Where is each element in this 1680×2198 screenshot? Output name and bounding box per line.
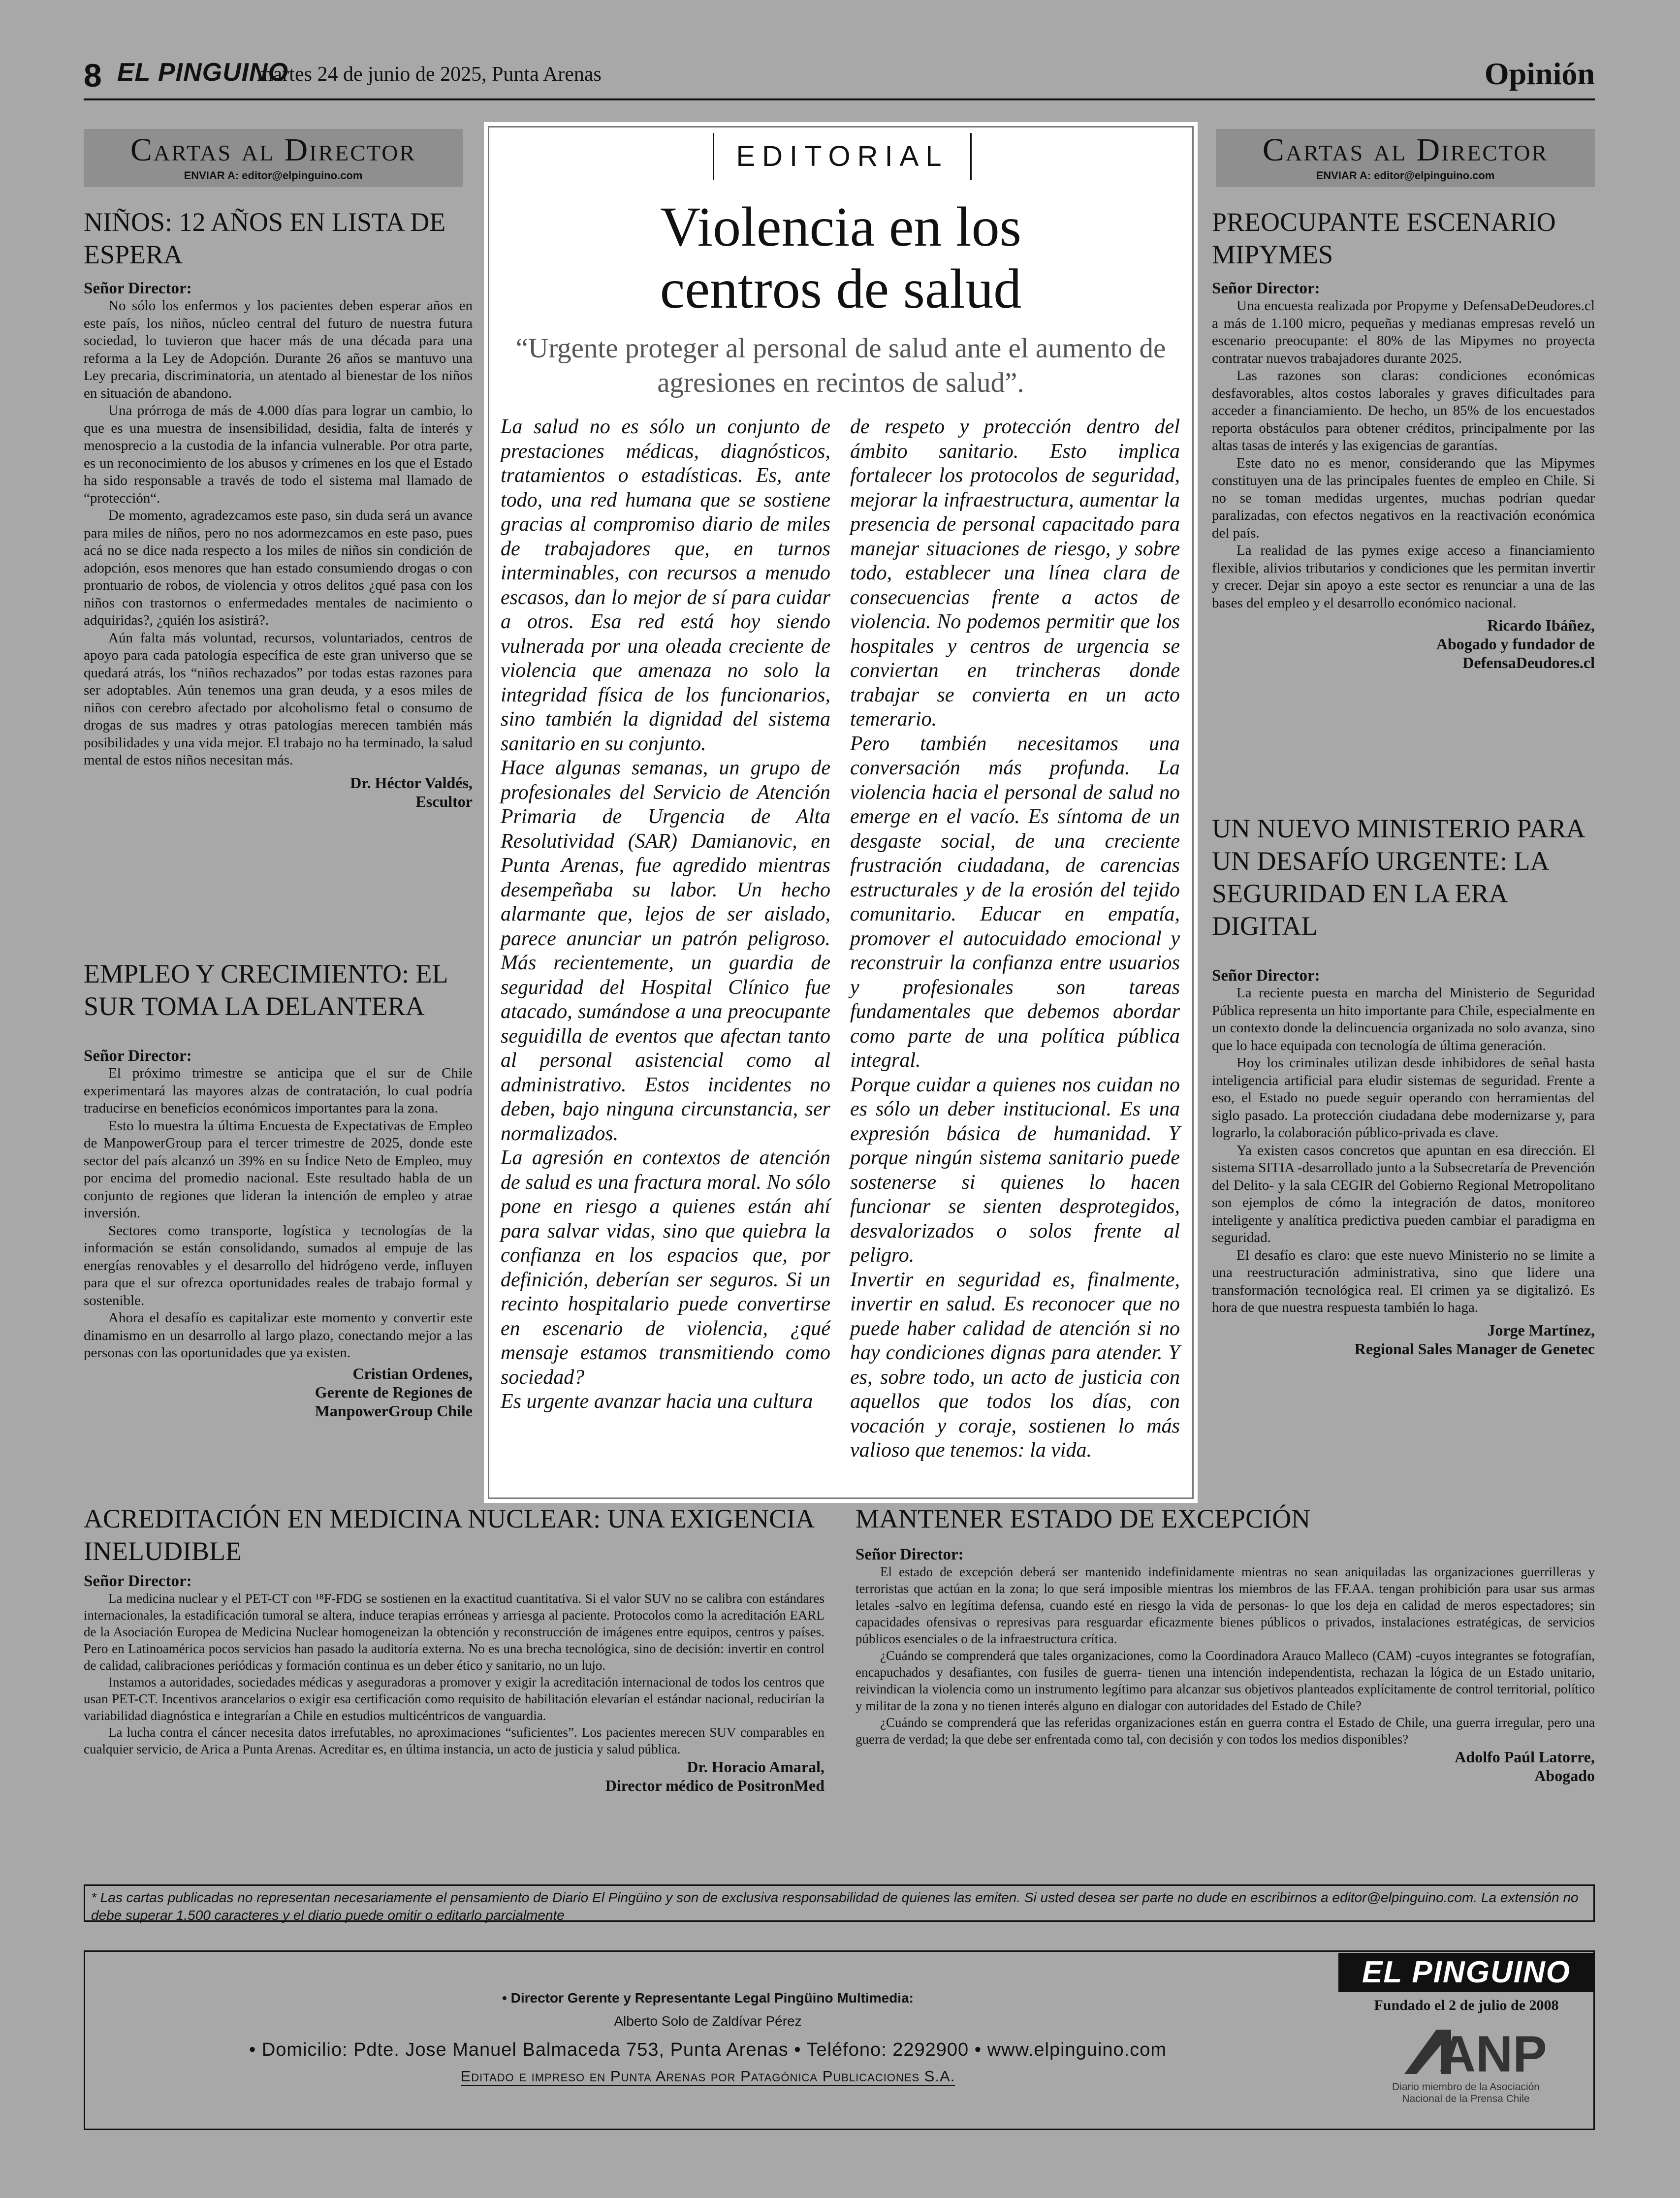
cartas-email[interactable]: ENVIAR A: editor@elpinguino.com xyxy=(1316,169,1495,182)
letter-ninos xyxy=(84,206,473,811)
editorial-title-line: centros de salud xyxy=(660,257,1022,320)
letter-body xyxy=(1212,297,1595,612)
editorial-paragraph: Pero también necesitamos una conversación más profunda. La violencia hacia el personal de salud no emerge en el vacío. Es síntoma de un desgaste social, de una creciente frustración ciudadana, de carencias estructurales y de la erosión del tejido comunitario. Educar en empatía, promover el autocuidado emocional y reconstruir la confianza entre usuarios y profesionales son tareas fundamentales que debemos abordar como parte de una política pública integral. xyxy=(850,732,1180,1072)
letter-body xyxy=(84,297,473,769)
letter-mipymes xyxy=(1212,206,1595,672)
letter-body xyxy=(856,1563,1595,1748)
letter-headline: UN NUEVO MINISTERIO PARA UN DESAFÍO URGENTE: LA SEGURIDAD EN LA ERA DIGITAL xyxy=(1212,814,1584,941)
letter-ministerio xyxy=(1212,812,1595,1358)
contact-line[interactable]: • Domicilio: Pdte. Jose Manuel Balmaceda 753, Punta Arenas • Teléfono: 2292900 • www.elpinguino.com xyxy=(249,2039,1167,2060)
letter-body xyxy=(84,1590,824,1757)
printed-by-text: Editado e impreso en Punta Arenas por Patagónica Publicaciones S.A. xyxy=(460,2068,955,2085)
anp-logo-text: ANP xyxy=(1439,2026,1547,2079)
signature-line: Gerente de Regiones de xyxy=(315,1383,473,1401)
letter-signature xyxy=(84,773,473,811)
anp-logo xyxy=(1365,2025,1567,2118)
letter-paragraph: Hoy los criminales utilizan desde inhibidores de señal hasta inteligencia artificial para eludir sistemas de seguridad. Frente a eso, el Estado no puede seguir operando con herramientas del siglo pasado. La protección ciudadana debe modernizarse y, para lograrlo, la colaboración público-privada es clave. xyxy=(1212,1055,1595,1141)
anp-caption-line: Nacional de la Prensa Chile xyxy=(1402,2093,1530,2104)
letter-headline: MANTENER ESTADO DE EXCEPCIÓN xyxy=(856,1504,1311,1533)
editorial-paragraph: Invertir en seguridad es, finalmente, invertir en salud. Es reconocer que no puede haber calidad de atención si no hay condiciones dignas para atender. Y es, sobre todo, un acto de justicia con aquellos que todos los días, con vocación y coraje, sostienen lo más valioso que tenemos: la vida. xyxy=(850,1268,1180,1462)
director-label: • Director Gerente y Representante Legal Pingüino Multimedia: xyxy=(502,1990,914,2006)
editorial-paragraph: Hace algunas semanas, un grupo de profesionales del Servicio de Atención Primaria de Urgencia de Alta Resolutividad (SAR) Damianovic, en Punta Arenas, fue agredido mientras desempeñaba su labor. Un hecho alarmante que, lejos de ser aislado, parece anunciar un patrón peligroso. Más recientemente, un guardia de seguridad del Hospital Clínico fue atacado, sumándose a una preocupante seguidilla de eventos que afectan tanto al personal asistencial como al administrativo. Estos incidentes no deben, bajo ninguna circunstancia, ser normalizados. xyxy=(501,757,830,1145)
letter-headline: NIÑOS: 12 AÑOS EN LISTA DE ESPERA xyxy=(84,207,446,269)
cartas-header-left xyxy=(84,129,463,187)
signature-line: Director médico de PositronMed xyxy=(605,1777,824,1794)
letter-paragraph: La reciente puesta en marcha del Ministerio de Seguridad Pública representa un hito importante para Chile, especialmente en un contexto donde la delincuencia organizada no solo avanza, sino que lo hace equipada con tecnología de última generación. xyxy=(1212,985,1595,1053)
signature-line: Regional Sales Manager de Genetec xyxy=(1354,1339,1595,1358)
letter-salute: Señor Director: xyxy=(856,1546,964,1563)
signature-line: ManpowerGroup Chile xyxy=(315,1402,473,1420)
letter-salute: Señor Director: xyxy=(84,1572,192,1590)
letter-salute: Señor Director: xyxy=(84,1047,192,1065)
letter-headline: ACREDITACIÓN EN MEDICINA NUCLEAR: UNA EXIGENCIA INELUDIBLE xyxy=(84,1504,814,1566)
anp-caption xyxy=(1365,2081,1567,2105)
paper-logo-small: EL PINGUINO xyxy=(117,58,289,87)
dateline: martes 24 de junio de 2025, Punta Arenas xyxy=(257,63,602,86)
letter-paragraph: No sólo los enfermos y los pacientes deben esperar años en este país, los niños, núcleo central del futuro de nuestra futura sociedad, lo tuvieron que hacer más de una década para una reforma a la Ley de Adopción. Durante 26 años se mantuvo una Ley precaria, discriminatoria, un atentado al bienestar de los niños en situación de abandono. xyxy=(84,298,473,401)
cartas-header-right xyxy=(1216,129,1595,187)
signature-line: Ricardo Ibáñez, xyxy=(1487,616,1595,634)
letter-body xyxy=(1212,985,1595,1317)
page-header xyxy=(84,56,1595,97)
signature-line: Dr. Horacio Amaral, xyxy=(687,1758,824,1776)
letter-paragraph: Aún falta más voluntad, recursos, voluntariados, centros de apoyo para cada patología específica de este gran universo que se quedará atrás, los “niños rechazados” por todas estas razones para ser adoptables. Aún tenemos una gran deuda, y a esos miles de niños con cerebro afectado por alcoholismo fetal o consumo de drogas de sus madres y otras patologías merecen también más posibilidades y una vida mejor. El trabajo no ha terminado, la salud mental de estos niños necesitan más. xyxy=(84,630,473,768)
founded-date: Fundado el 2 de julio de 2008 xyxy=(1374,1997,1559,2013)
letter-paragraph: Instamos a autoridades, sociedades médicas y aseguradoras a promover y exigir la acreditación internacional de todos los centros que usan PET-CT. Incentivos arancelarios o exigir esa certificación como requisito de habilitación elevarían el estándar nacional, reducirían la variabilidad diagnóstica e integrarían a Chile en estudios multicéntricos de vanguardia. xyxy=(84,1675,824,1723)
director-name: Alberto Solo de Zaldívar Pérez xyxy=(614,2013,802,2029)
editorial-box xyxy=(484,122,1198,1503)
cartas-email[interactable]: ENVIAR A: editor@elpinguino.com xyxy=(184,169,363,182)
letter-paragraph: La realidad de las pymes exige acceso a financiamiento flexible, alivios tributarios y condiciones que les permitan invertir y crecer. Dejar sin apoyo a este sector es renunciar a una de las bases del empleo y el desarrollo económico nacional. xyxy=(1212,542,1595,611)
letter-signature xyxy=(856,1748,1595,1785)
signature-line: Adolfo Paúl Latorre, xyxy=(1455,1748,1595,1766)
cartas-title: Cartas al Director xyxy=(1262,132,1549,168)
paper-logo: EL PINGUINO xyxy=(1338,1953,1594,1992)
editorial-paragraph: Es urgente avanzar hacia una cultura xyxy=(501,1390,813,1413)
editorial-title-line: Violencia en los xyxy=(660,195,1021,258)
letter-signature xyxy=(84,1364,473,1420)
letter-paragraph: Una prórroga de más de 4.000 días para lograr un cambio, lo que es una muestra de insensibilidad, desidia, falta de interés y menosprecio a la custodia de la infancia vulnerable. Por otra parte, es un reconocimiento de los abusos y crímenes en los que el Estado ha sido responsable a través de todo el sistema mal llamado de “protección“. xyxy=(84,403,473,506)
signature-line: Abogado y fundador de xyxy=(1436,635,1595,653)
letter-paragraph: Este dato no es menor, considerando que las Mipymes constituyen una de las principales fuentes de empleo en Chile. Si no se toman medidas urgentes, muchas podrían quedar paralizadas, con efectos negativos en la reactivación económica del país. xyxy=(1212,455,1595,541)
letter-paragraph: ¿Cuándo se comprenderá que las referidas organizaciones están en guerra contra el Estado de Chile, una guerra irregular, pero una guerra de verdad; la que debe ser enfrentada como tal, con decisión y con todos los medios disponibles? xyxy=(856,1715,1595,1747)
editorial-title xyxy=(484,196,1198,320)
letter-empleo xyxy=(84,957,473,1420)
editorial-paragraph: La agresión en contextos de atención de salud es una fractura moral. No sólo pone en riesgo a quienes están ahí para salvar vidas, sino que quiebra la confianza en los espacios que, por definición, deberían ser seguros. Si un recinto hospitalario puede convertirse en escenario de violencia, ¿qué mensaje estamos transmitiendo como sociedad? xyxy=(501,1147,830,1389)
letter-paragraph: Sectores como transporte, logística y tecnologías de la información se están consolidando, sumados al empuje de las energías renovables y el desarrollo del hidrógeno verde, influyen para que el sur ofrezca oportunidades reales de trabajo formal y sostenible. xyxy=(84,1222,473,1308)
letter-paragraph: Una encuesta realizada por Propyme y DefensaDeDeudores.cl a más de 1.100 micro, pequeñas y medianas empresas reveló un escenario preocupante: el 80% de las Mipymes no proyecta contratar nuevos trabajadores durante 2025. xyxy=(1212,298,1595,366)
signature-line: Abogado xyxy=(1534,1767,1595,1784)
header-rule xyxy=(84,98,1595,100)
letter-paragraph: Las razones son claras: condiciones económicas desfavorables, altos costos laborales y graves dificultades para acceder a financiamiento. De hecho, un 85% de los encuestados reporta obstáculos para obtener créditos, principalmente por las altas tasas de interés y las exigencias de garantías. xyxy=(1212,368,1595,453)
letter-paragraph: El desafío es claro: que este nuevo Ministerio no se limite a una reestructuración administrativa, sino que lidere una transformación tecnológica real. El crimen ya se digitalizó. Es hora de que nuestra respuesta también lo haga. xyxy=(1212,1247,1595,1315)
letter-headline: PREOCUPANTE ESCENARIO MIPYMES xyxy=(1212,207,1556,269)
cartas-title: Cartas al Director xyxy=(130,132,416,168)
letter-paragraph: Ahora el desafío es capitalizar este momento y convertir este dinamismo en un desarrollo al largo plazo, conectando mejor a las personas con las oportunidades que ya existen. xyxy=(84,1310,473,1361)
editorial-paragraph: de respeto y protección dentro del ámbito sanitario. Esto implica fortalecer los protocolos de seguridad, mejorar la infraestructura, aumentar la presencia de personal capacitado para manejar situaciones de riesgo, y sobre todo, establecer una línea clara de consecuencias frente a actos de violencia. No podemos permitir que los hospitales y centros de urgencia se conviertan en trincheras donde trabajar se convierta en un acto temerario. xyxy=(850,415,1180,731)
editorial-label: EDITORIAL xyxy=(713,133,972,180)
editorial-paragraph: Porque cuidar a quienes nos cuidan no es sólo un deber institucional. Es una expresión básica de humanidad. Y porque ningún sistema sanitario puede sostenerse si quienes lo hacen funcionar se sienten desprotegidos, desvalorizados o solos frente al peligro. xyxy=(850,1073,1180,1267)
editorial-subtitle: “Urgente proteger al personal de salud ante el aumento de agresiones en recintos de salud”. xyxy=(515,333,1166,398)
signature-line: Cristian Ordenes, xyxy=(352,1364,473,1382)
letter-paragraph: La lucha contra el cáncer necesita datos irrefutables, no aproximaciones “suficientes”. Los pacientes merecen SUV comparables en cualquier servicio, de Arica a Punta Arenas. Acreditar es, en última instancia, un acto de justicia y salud pública. xyxy=(84,1725,824,1756)
letter-headline: EMPLEO Y CRECIMIENTO: EL SUR TOMA LA DELANTERA xyxy=(84,959,447,1021)
anp-caption-line: Diario miembro de la Asociación xyxy=(1392,2081,1540,2093)
editorial-column-2 xyxy=(850,415,1180,1463)
letter-salute: Señor Director: xyxy=(1212,967,1320,985)
letter-paragraph: Ya existen casos concretos que apuntan en esa dirección. El sistema SITIA -desarrollado junto a la Subsecretaría de Prevención del Delito- y la sala CEGIR del Gobierno Regional Metropolitano son ejemplos de cómo la integración de datos, monitoreo inteligente y analítica predictiva pueden cambiar el paradigma en seguridad. xyxy=(1212,1142,1595,1245)
signature-line: Escultor xyxy=(415,792,473,810)
letter-paragraph: ¿Cuándo se comprenderá que tales organizaciones, como la Coordinadora Arauco Malleco (CAM) -cuyos integrantes se fotografían, encapuchados y desafiantes, con fusiles de guerra- tienen una intención independentista, rechazan la lógica de un Estado unitario, reivindican la violencia como un instrumento legítimo para alcanzar sus objetivos planteados explícitamente de control territorial, político y militar de la zona y no tienen interés alguno en dialogar con autoridades del Estado de Chile? xyxy=(856,1648,1595,1713)
letter-body xyxy=(84,1065,473,1362)
letter-salute: Señor Director: xyxy=(84,280,192,297)
printed-by xyxy=(85,2068,1331,2085)
letter-paragraph: Esto lo muestra la última Encuesta de Expectativas de Empleo de ManpowerGroup para el tercer trimestre de 2025, donde este sector del país alcanzó un 39% en su Índice Neto de Empleo, muy por encima del promedio nacional. Este resultado habla de un conjunto de regiones que lideran la intención de empleo y atrae inversión. xyxy=(84,1117,473,1221)
signature-line: Jorge Martínez, xyxy=(1487,1321,1595,1339)
signature-line: Dr. Héctor Valdés, xyxy=(350,773,473,792)
editorial-paragraph: La salud no es sólo un conjunto de prestaciones médicas, diagnósticos, tratamientos o estadísticas. Es, ante todo, una red humana que se sostiene gracias al compromiso diario de miles de trabajadores que, en turnos interminables, con recursos a menudo escasos, dan lo mejor de sí para cuidar a otros. Esa red está hoy siendo vulnerada por una oleada creciente de violencia que amenaza no solo la integridad física de los funcionarios, sino también la dignidad del sistema sanitario en su conjunto. xyxy=(501,415,830,755)
letter-excepcion xyxy=(856,1502,1595,1785)
letter-paragraph: El estado de excepción deberá ser mantenido indefinidamente mientras no sean aniquiladas las organizaciones guerrilleras y terroristas que actúan en la zona; lo que será imposible mientras los miembros de las FF.AA. tengan prohibición para usar sus armas letales -salvo en legítima defensa, cuando esté en riesgo la vida de personas- lo que los deja en calidad de meros espectadores; sin capacidades ofensivas o represivas para resguardar eficazmente bienes públicos o privados, instalaciones estratégicas, de servicios públicos esenciales o de la infraestructura crítica. xyxy=(856,1564,1595,1646)
letter-signature xyxy=(1212,616,1595,672)
letter-salute: Señor Director: xyxy=(1212,280,1320,297)
page-number: 8 xyxy=(84,57,102,94)
letter-paragraph: La medicina nuclear y el PET-CT con ¹⁸F-FDG se sostienen en la exactitud cuantitativa. Si el valor SUV no se calibra con estándares internacionales, la estadificación tumoral se altera, induce terapias erróneas y arriesga al paciente. Protocolos como la acreditación EARL de la Asociación Europea de Medicina Nuclear homogeneizan la obtención y reconstrucción de imágenes entre equipos, centros y países. Pero en Latinoamérica pocos servicios han pasado la auditoría externa. No es una brecha tecnológica, sino de decisión: invertir en control de calidad, calibraciones periódicas y formación continua es un deber ético y sanitario, no un lujo. xyxy=(84,1591,824,1673)
editorial-column-1 xyxy=(501,415,830,1414)
disclaimer-footnote: * Las cartas publicadas no representan necesariamente el pensamiento de Diario El Pingüino y son de exclusiva responsabilidad de quienes las emiten. Si usted desea ser parte no dude en escribirnos a editor@elpinguino.com. La extensión no debe superar 1.500 caracteres y el diario puede omitir o editarlo parcialmente xyxy=(84,1884,1595,1922)
section-label: Opinión xyxy=(1484,56,1595,91)
letter-acreditacion xyxy=(84,1502,824,1795)
letter-paragraph: El próximo trimestre se anticipa que el sur de Chile experimentará las mayores alzas de contratación, lo cual podría traducirse en beneficios económicos importantes para la zona. xyxy=(84,1065,473,1116)
anp-logo-icon xyxy=(1365,2025,1567,2079)
letter-paragraph: De momento, agradezcamos este paso, sin duda será un avance para miles de niños, pero no nos adormezcamos en este paso, pues acá no se dice nada respecto a los miles de niños sin condición de adopción, esos menores que han estado consumiendo drogas o con prontuario de robos, de violencia y otros delitos ¿qué pasa con los niños con trastornos o enfermedades mentales de nacimiento o adquiridas?, ¿quién los asistirá?. xyxy=(84,508,473,628)
signature-line: DefensaDeudores.cl xyxy=(1462,654,1595,671)
page-footer xyxy=(84,1950,1595,2130)
letter-signature xyxy=(1212,1321,1595,1358)
letter-signature xyxy=(84,1757,824,1795)
